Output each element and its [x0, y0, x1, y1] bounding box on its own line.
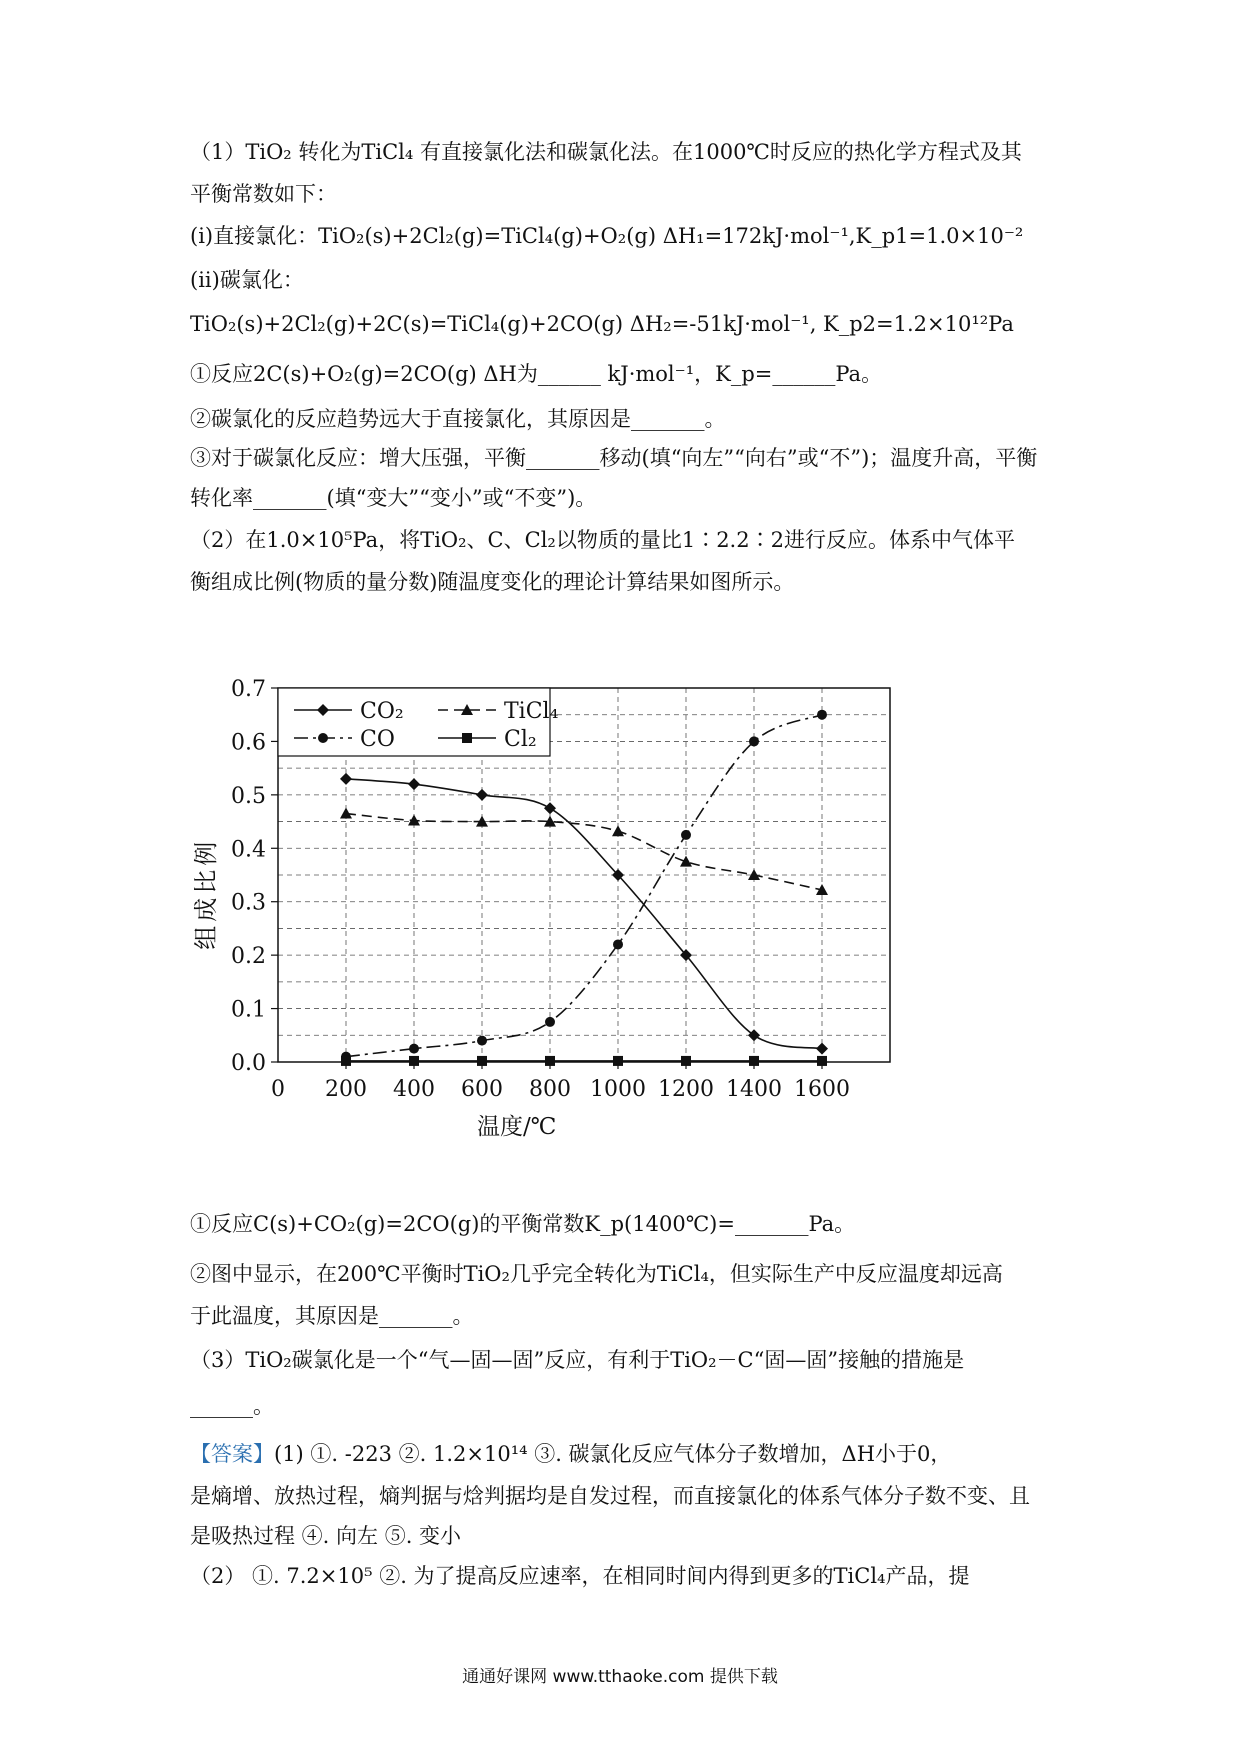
- point-marker-square: [341, 1056, 351, 1066]
- series-diamond: [340, 773, 828, 1055]
- chart-svg: [180, 668, 980, 1158]
- y-tick-label: 0.3: [231, 890, 266, 916]
- answer-tag: 【答案】: [190, 1442, 274, 1466]
- point-marker-triangle: [748, 869, 760, 880]
- question-line: (ii)碳氯化：: [190, 268, 304, 292]
- point-marker-square: [681, 1056, 691, 1066]
- answer-line: 是熵增、放热过程，熵判据与焓判据均是自发过程，而直接氯化的体系气体分子数不变、且: [190, 1484, 1030, 1508]
- point-marker-square: [409, 1056, 419, 1066]
- question-line: ①反应2C(s)+O₂(g)=2CO(g) ΔH为______ kJ·mol⁻¹，K_p=______Pa。: [190, 362, 883, 386]
- point-marker-triangle: [680, 856, 692, 867]
- point-marker-circle: [409, 1044, 419, 1054]
- point-marker-circle: [749, 736, 759, 746]
- point-marker-square: [613, 1056, 623, 1066]
- x-tick-label: 0: [271, 1077, 285, 1102]
- point-marker-square: [749, 1056, 759, 1066]
- x-tick-label: 600: [461, 1077, 503, 1102]
- point-marker-circle: [318, 733, 328, 743]
- x-tick-label: 1200: [658, 1077, 714, 1102]
- point-marker-square: [462, 733, 472, 743]
- question-line: ①反应C(s)+CO₂(g)=2CO(g)的平衡常数K_p(1400℃)=_______Pa。: [190, 1212, 856, 1236]
- answer-line: 是吸热过程 ④. 向左 ⑤. 变小: [190, 1524, 462, 1548]
- question-line: ②图中显示，在200℃平衡时TiO₂几乎完全转化为TiCl₄，但实际生产中反应温度却远高: [190, 1262, 1003, 1286]
- legend-label: CO₂: [360, 699, 404, 724]
- series-line: [346, 715, 822, 1057]
- y-tick-label: 0.1: [231, 997, 266, 1023]
- point-marker-diamond: [544, 802, 556, 814]
- point-marker-diamond: [816, 1043, 828, 1055]
- y-tick-label: 0.2: [231, 944, 266, 970]
- answer-line: （2） ①. 7.2×10⁵ ②. 为了提高反应速率，在相同时间内得到更多的TiCl₄产品，提: [190, 1564, 970, 1588]
- chart-legend: [278, 688, 559, 756]
- question-line: （3）TiO₂碳氯化是一个“气—固—固”反应，有利于TiO₂－C“固—固”接触的措施是: [190, 1348, 965, 1372]
- x-tick-label: 1000: [590, 1077, 646, 1102]
- point-marker-circle: [545, 1017, 555, 1027]
- page-footer: 通通好课网 www.tthaoke.com 提供下载: [462, 1667, 778, 1687]
- y-axis-label: 组成比例: [192, 837, 220, 950]
- point-marker-circle: [817, 710, 827, 720]
- y-tick-label: 0.7: [231, 677, 266, 702]
- point-marker-square: [545, 1056, 555, 1066]
- x-tick-label: 1600: [794, 1077, 850, 1102]
- x-axis-label: 温度/℃: [476, 1114, 557, 1140]
- legend-label: TiCl₄: [504, 699, 559, 724]
- point-marker-diamond: [748, 1029, 760, 1041]
- answer-text: (1) ①. -223 ②. 1.2×10¹⁴ ③. 碳氯化反应气体分子数增加，ΔH小于0，: [274, 1442, 952, 1466]
- question-line: （1）TiO₂ 转化为TiCl₄ 有直接氯化法和碳氯化法。在1000℃时反应的热化学方程式及其: [190, 140, 1022, 164]
- point-marker-triangle: [612, 825, 624, 836]
- point-marker-diamond: [408, 778, 420, 790]
- x-tick-label: 1400: [726, 1077, 782, 1102]
- question-line: ②碳氯化的反应趋势远大于直接氯化，其原因是_______。: [190, 407, 726, 431]
- x-tick-label: 200: [325, 1077, 367, 1102]
- legend-label: CO: [360, 727, 395, 752]
- point-marker-circle: [477, 1036, 487, 1046]
- point-marker-diamond: [340, 773, 352, 785]
- point-marker-square: [817, 1056, 827, 1066]
- question-line: （2）在1.0×10⁵Pa，将TiO₂、C、Cl₂以物质的量比1∶2.2∶2进行反应。体系中气体平: [190, 528, 1015, 552]
- point-marker-triangle: [340, 808, 352, 819]
- series-triangle: [340, 808, 828, 895]
- point-marker-square: [477, 1056, 487, 1066]
- composition-chart: [180, 668, 980, 1158]
- question-line: ③对于碳氯化反应：增大压强，平衡_______移动(填“向左”“向右”或“不”)；温度升高，平衡: [190, 446, 1038, 470]
- question-line: 转化率_______(填“变大”“变小”或“不变”)。: [190, 486, 597, 510]
- x-tick-label: 400: [393, 1077, 435, 1102]
- answer-line: [190, 1440, 951, 1468]
- x-tick-label: 800: [529, 1077, 571, 1102]
- point-marker-circle: [613, 939, 623, 949]
- question-line: ______。: [190, 1394, 274, 1418]
- y-tick-label: 0.6: [231, 730, 266, 756]
- question-line: 平衡常数如下：: [190, 182, 337, 206]
- question-line: TiO₂(s)+2Cl₂(g)+2C(s)=TiCl₄(g)+2CO(g) ΔH₂=-51kJ·mol⁻¹, K_p2=1.2×10¹²Pa: [190, 312, 1014, 336]
- series-line: [346, 779, 822, 1049]
- question-line: (i)直接氯化：TiO₂(s)+2Cl₂(g)=TiCl₄(g)+O₂(g) ΔH₁=172kJ·mol⁻¹,K_p1=1.0×10⁻²: [190, 224, 1024, 248]
- series-square: [341, 1056, 827, 1066]
- point-marker-circle: [681, 830, 691, 840]
- point-marker-diamond: [476, 789, 488, 801]
- question-line: 衡组成比例(物质的量分数)随温度变化的理论计算结果如图所示。: [190, 570, 795, 594]
- y-tick-label: 0.5: [231, 783, 266, 809]
- question-line: 于此温度，其原因是_______。: [190, 1304, 474, 1328]
- y-tick-label: 0.4: [231, 837, 266, 863]
- legend-label: Cl₂: [504, 727, 537, 752]
- y-tick-label: 0.0: [231, 1051, 266, 1076]
